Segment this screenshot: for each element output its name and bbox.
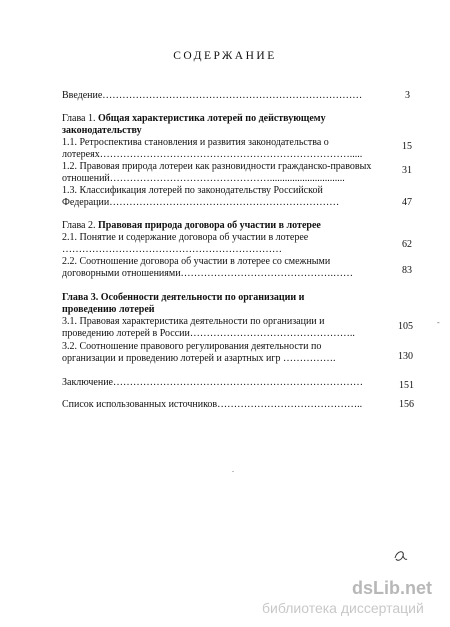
chapter3-title-cont: проведению лотерей bbox=[62, 304, 155, 315]
toc-2-1-line1: 2.1. Понятие и содержание договора об участии в лотерее bbox=[62, 232, 309, 243]
page-title: СОДЕРЖАНИЕ bbox=[173, 50, 277, 62]
toc-3-2-line1: 3.2. Соотношение правового регулирования деятельности по bbox=[62, 341, 322, 352]
toc-3-2-line2: организации и проведению лотерей и азартных игр ……………. bbox=[62, 353, 336, 364]
toc-1-2-line2: отношений………………………………………….............................. bbox=[62, 173, 345, 184]
toc-conclusion: Заключение………………………………………………………………… bbox=[62, 377, 363, 388]
toc-1-1-line1: 1.1. Ретроспектива становления и развития законодательства о bbox=[62, 137, 329, 148]
toc-sources-page: 156 bbox=[399, 399, 414, 410]
toc-intro: Введение…………………………………………………………………… bbox=[62, 90, 363, 101]
toc-3-1-line1: 3.1. Правовая характеристика деятельности по организации и bbox=[62, 316, 325, 327]
toc-3-2-page: 130 bbox=[398, 351, 413, 362]
toc-2-2-line1: 2.2. Соотношение договора об участии в лотерее со смежными bbox=[62, 256, 331, 267]
handwritten-signature bbox=[392, 548, 408, 564]
toc-sources: Список использованных источников…………………………………….. bbox=[62, 399, 363, 410]
toc-2-1-page: 62 bbox=[402, 239, 412, 250]
scan-mark: . bbox=[232, 465, 234, 474]
toc-2-2-line2: договорными отношениями……………………………………….…… bbox=[62, 268, 354, 279]
toc-2-2-page: 83 bbox=[402, 265, 412, 276]
scan-mark: - bbox=[437, 318, 440, 327]
toc-3-1-line2: проведению лотерей в России………………………………………….. bbox=[62, 328, 355, 339]
toc-1-2-page: 31 bbox=[402, 165, 412, 176]
toc-1-1-line2: лотереях…………………………………………………………………..... bbox=[62, 149, 363, 160]
toc-1-2-line1: 1.2. Правовая природа лотереи как разновидности гражданско-правовых bbox=[62, 161, 372, 172]
watermark-subtitle: библиотека диссертаций bbox=[262, 600, 424, 616]
toc-1-1-page: 15 bbox=[402, 141, 412, 152]
chapter1-title-cont: законодательству bbox=[62, 125, 142, 136]
toc-1-3-line2: Федерации…………………………………………………………… bbox=[62, 197, 340, 208]
watermark-logo: dsLib.net bbox=[352, 578, 432, 598]
chapter1-title: Глава 1. Общая характеристика лотерей по действующему bbox=[62, 113, 326, 124]
toc-2-1-line2: ………………………………………………………… bbox=[62, 244, 282, 255]
toc-1-3-line1: 1.3. Классификация лотерей по законодательству Российской bbox=[62, 185, 323, 196]
chapter2-title: Глава 2. Правовая природа договора об участии в лотерее bbox=[62, 220, 321, 231]
chapter3-title: Глава 3. Особенности деятельности по организации и bbox=[62, 292, 305, 303]
toc-3-1-page: 105 bbox=[398, 321, 413, 332]
toc-conclusion-page: 151 bbox=[399, 380, 414, 391]
toc-1-3-page: 47 bbox=[402, 197, 412, 208]
toc-intro-page: 3 bbox=[405, 90, 410, 101]
